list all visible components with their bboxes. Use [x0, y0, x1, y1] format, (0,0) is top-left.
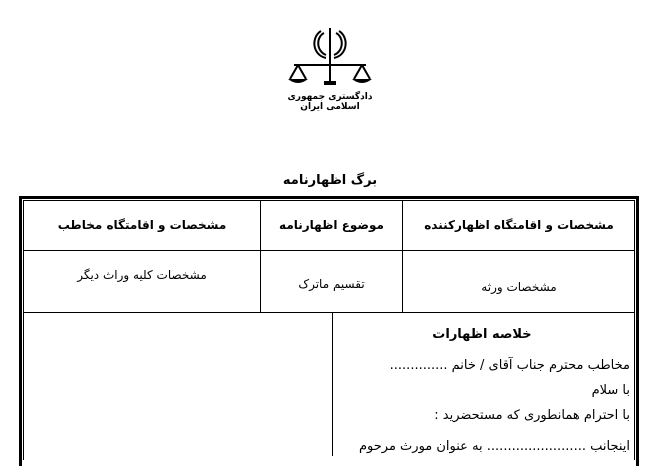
statement-section [334, 322, 630, 459]
statement-title: خلاصه اظهارات [432, 327, 532, 342]
form-title: برگ اظهارنامه [282, 173, 378, 188]
value-subject: تقسیم ماترک [298, 276, 365, 291]
value-declarant: مشخصات ورثه [481, 279, 557, 294]
statement-line: اینجانب ........................ به عنوان مورث مرحوم [358, 439, 630, 454]
statement-line: با احترام همانطوری که مستحضرید : [434, 408, 630, 423]
header-addressee: مشخصات و اقامتگاه مخاطب [57, 218, 227, 232]
statement-line: مخاطب محترم جناب آقای / خانم .............. [389, 358, 630, 373]
emblem-caption: دادگستری جمهوری اسلامی ایران [287, 92, 373, 112]
judiciary-emblem-icon [284, 25, 376, 87]
header-declarant: مشخصات و اقامتگاه اظهارکننده [424, 218, 614, 232]
statement-line: با سلام [591, 383, 630, 398]
column-divider [332, 312, 333, 456]
header-subject: موضوع اظهارنامه [279, 218, 384, 232]
value-addressee: مشخصات کلیه وراث دیگر [77, 267, 207, 282]
row-divider [23, 312, 635, 313]
